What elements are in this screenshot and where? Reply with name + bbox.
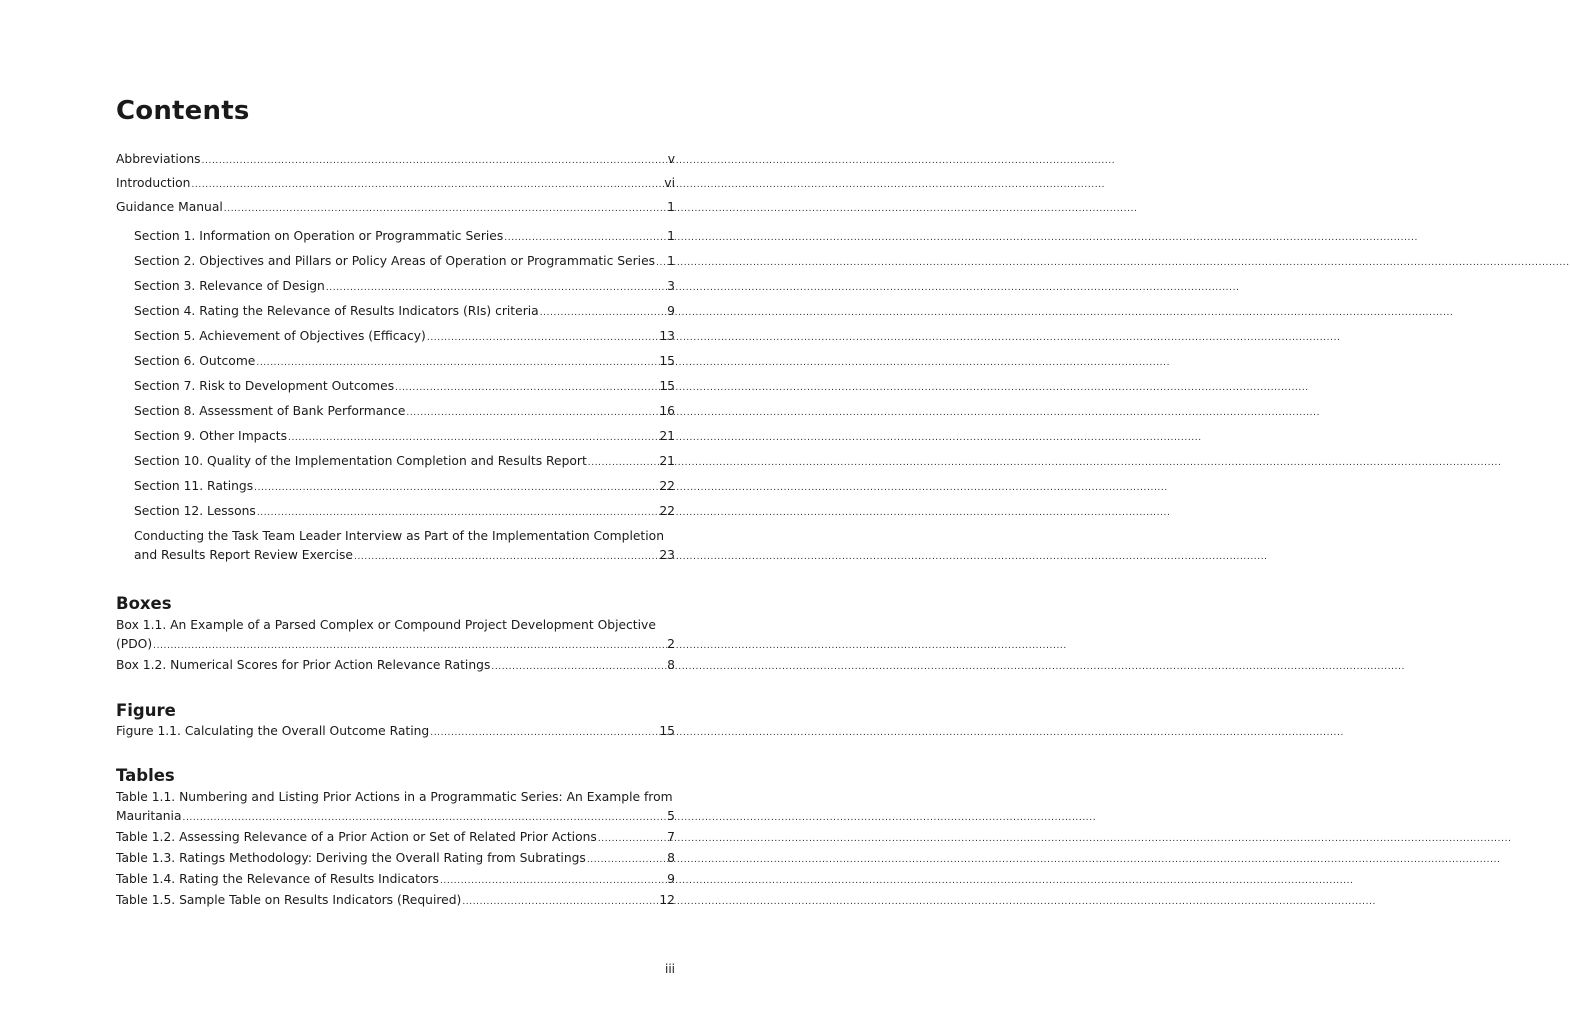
toc-entry-label: Section 1. Information on Operation or Programmatic Series: [134, 229, 504, 243]
toc-entry-label: Section 6. Outcome: [134, 354, 256, 368]
toc-entry-section[interactable]: [116, 354, 675, 369]
toc-entry-page: 22: [659, 479, 675, 493]
leader-dots: [440, 872, 666, 889]
toc-entry-section[interactable]: [116, 404, 675, 419]
toc-entry-label-line1: Box 1.1. An Example of a Parsed Complex or Compound Project Development Objective: [116, 618, 656, 632]
toc-entry-page: 15: [659, 354, 675, 368]
toc-entry-section[interactable]: [116, 229, 675, 244]
toc-entry-label-line2: Mauritania: [116, 809, 182, 823]
toc-entry-label: Section 8. Assessment of Bank Performance: [134, 404, 406, 418]
leader-dots: [153, 637, 666, 654]
toc-entry-page: 9: [667, 872, 675, 886]
toc-entry-section[interactable]: [116, 304, 675, 319]
toc-entry-page: 2: [667, 637, 675, 651]
toc-entry-section[interactable]: [116, 329, 675, 344]
page-number: iii: [664, 962, 675, 976]
toc-entry-page: 23: [659, 548, 675, 562]
toc-entry-interview[interactable]: [116, 529, 675, 563]
toc-entry-page: 1: [667, 254, 675, 268]
toc-entry-label: Guidance Manual: [116, 200, 223, 214]
toc-entry-page: 21: [659, 454, 675, 468]
toc-entry-page: 8: [667, 851, 675, 865]
leader-dots: [598, 830, 666, 847]
leader-dots: [202, 152, 667, 169]
toc-boxes: [116, 618, 675, 673]
toc-entry-label: Section 11. Ratings: [134, 479, 254, 493]
toc-entry-label: Section 12. Lessons: [134, 504, 256, 518]
leader-dots: [254, 479, 658, 496]
toc-entry-label: Section 2. Objectives and Pillars or Policy Areas of Operation or Programmatic Series: [134, 254, 656, 268]
toc-entry-page: 1: [667, 229, 675, 243]
toc-entry-label-line2: (PDO): [116, 637, 153, 651]
leader-dots: [504, 229, 666, 246]
leader-dots: [354, 548, 658, 565]
leader-dots: [288, 429, 658, 446]
toc-entry-table[interactable]: [116, 830, 675, 845]
toc-entry-label: Section 7. Risk to Development Outcomes: [134, 379, 395, 393]
leader-dots: [326, 279, 666, 296]
toc-entry-box[interactable]: [116, 618, 675, 652]
toc-entry-box[interactable]: [116, 658, 675, 673]
toc-entry-label: Section 5. Achievement of Objectives (Efficacy): [134, 329, 426, 343]
toc-entry-section[interactable]: [116, 279, 675, 294]
toc-entry-page: 7: [667, 830, 675, 844]
toc-entry-table[interactable]: [116, 893, 675, 908]
page-title: Contents: [116, 96, 250, 126]
leader-dots: [587, 851, 666, 868]
toc-entry-page: 15: [659, 724, 675, 738]
leader-dots: [256, 354, 658, 371]
leader-dots: [224, 200, 666, 217]
toc-entry-label: Figure 1.1. Calculating the Overall Outcome Rating: [116, 724, 430, 738]
leader-dots: [430, 724, 658, 741]
toc-entry-label-line2: and Results Report Review Exercise: [134, 548, 353, 562]
toc-entry-table[interactable]: [116, 851, 675, 866]
toc-entry-section[interactable]: [116, 504, 675, 519]
toc-entry-page: 15: [659, 379, 675, 393]
toc-entry-figure[interactable]: [116, 724, 675, 739]
toc-entry-label: Abbreviations: [116, 152, 201, 166]
leader-dots: [395, 379, 658, 396]
toc-entry-page: 22: [659, 504, 675, 518]
leader-dots: [588, 454, 659, 471]
leader-dots: [427, 329, 658, 346]
toc-entry-page: v: [667, 152, 675, 166]
toc-entry-label: Box 1.2. Numerical Scores for Prior Action Relevance Ratings: [116, 658, 491, 672]
toc-entry-label-line1: Conducting the Task Team Leader Interview as Part of the Implementation Completion: [134, 529, 664, 543]
toc-entry-page: 1: [667, 200, 675, 214]
toc-entry-abbreviations[interactable]: [116, 152, 675, 167]
toc-entry-table[interactable]: [116, 872, 675, 887]
toc-entry-page: vi: [664, 176, 675, 190]
figure-heading: Figure: [116, 701, 176, 720]
toc-entry-page: 13: [659, 329, 675, 343]
leader-dots: [491, 658, 666, 675]
toc-entry-page: 9: [667, 304, 675, 318]
boxes-heading: Boxes: [116, 594, 172, 613]
leader-dots: [656, 254, 666, 271]
leader-dots: [406, 404, 658, 421]
toc-entry-section[interactable]: [116, 454, 675, 469]
toc-entry-label: Section 4. Rating the Relevance of Results Indicators (RIs) criteria: [134, 304, 539, 318]
toc-sections: [116, 229, 675, 563]
toc-entry-label: Introduction: [116, 176, 191, 190]
toc-entry-page: 21: [659, 429, 675, 443]
toc-entry-label: Table 1.3. Ratings Methodology: Deriving the Overall Rating from Subratings: [116, 851, 586, 865]
tables-heading: Tables: [116, 766, 175, 785]
toc-entry-section[interactable]: [116, 379, 675, 394]
toc-entry-section[interactable]: [116, 254, 675, 269]
toc-entry-label: Section 9. Other Impacts: [134, 429, 287, 443]
toc-main: [116, 152, 675, 224]
leader-dots: [191, 176, 663, 193]
toc-entry-page: 3: [667, 279, 675, 293]
toc-entry-label: Table 1.4. Rating the Relevance of Results Indicators: [116, 872, 439, 886]
toc-entry-label: Table 1.5. Sample Table on Results Indicators (Required): [116, 893, 462, 907]
leader-dots: [462, 893, 658, 910]
toc-entry-label-line1: Table 1.1. Numbering and Listing Prior Actions in a Programmatic Series: An Example from: [116, 790, 673, 804]
toc-entry-page: 12: [659, 893, 675, 907]
toc-entry-introduction[interactable]: [116, 176, 675, 191]
toc-entry-section[interactable]: [116, 479, 675, 494]
toc-entry-page: 8: [667, 658, 675, 672]
toc-entry-page: 5: [667, 809, 675, 823]
toc-entry-section[interactable]: [116, 429, 675, 444]
leader-dots: [183, 809, 667, 826]
toc-entry-label: Section 10. Quality of the Implementation Completion and Results Report: [134, 454, 587, 468]
toc-entry-label: Table 1.2. Assessing Relevance of a Prior Action or Set of Related Prior Actions: [116, 830, 597, 844]
toc-entry-page: 16: [659, 404, 675, 418]
toc-figure: [116, 724, 675, 739]
toc-entry-label: Section 3. Relevance of Design: [134, 279, 325, 293]
leader-dots: [540, 304, 666, 321]
toc-tables: [116, 790, 675, 908]
toc-entry-guidance-manual[interactable]: [116, 200, 675, 215]
toc-entry-table[interactable]: [116, 790, 675, 824]
leader-dots: [257, 504, 659, 521]
